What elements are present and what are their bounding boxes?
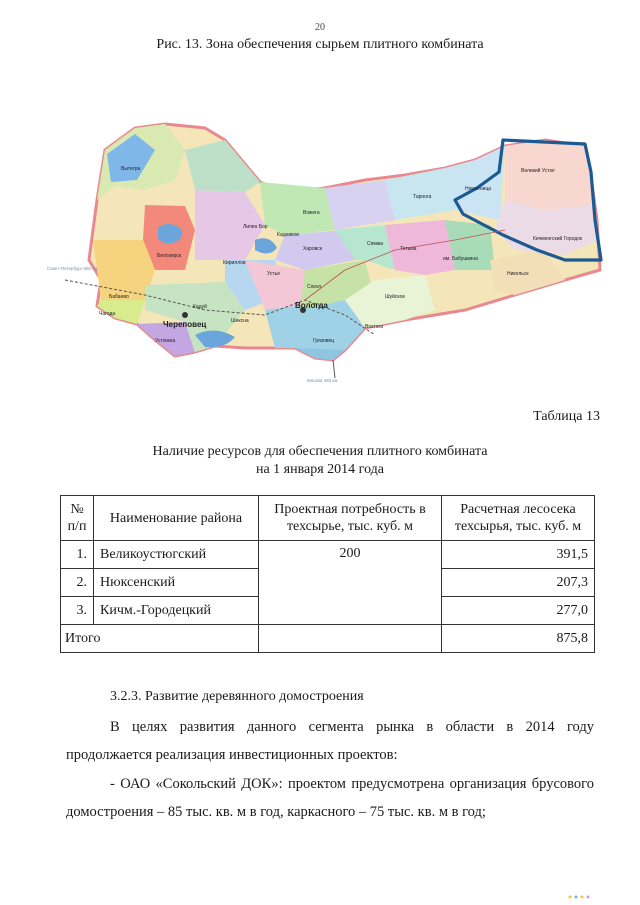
district-label: Липин Бор xyxy=(243,224,268,230)
region-map xyxy=(45,110,615,390)
cherepovets-marker xyxy=(182,312,188,318)
district-label: Тотьма xyxy=(400,246,417,252)
district-label: Кириллов xyxy=(223,260,246,266)
header-need: Проектная потребность в техсырье, тыс. куб. м xyxy=(259,496,442,541)
table-header-row xyxy=(61,496,595,541)
road-south xyxy=(333,360,335,378)
city-label-cherepovets: Череповец xyxy=(163,320,207,329)
district-label: Устюжна xyxy=(155,338,176,344)
district-vozhega xyxy=(260,182,335,235)
row-num: 1. xyxy=(61,541,94,569)
district-label: Кадников xyxy=(277,232,299,238)
outside-label-spb: Санкт-Петербург 650 км xyxy=(47,266,98,271)
district-label: Шексна xyxy=(231,318,249,324)
total-label: Итого xyxy=(61,625,259,653)
corner-decoration xyxy=(566,893,606,901)
district-label: Белозерск xyxy=(157,253,182,259)
district-label: Нюксеница xyxy=(465,186,492,192)
district-label: Бабаево xyxy=(109,294,129,300)
page-number: 20 xyxy=(315,22,325,33)
row-name: Великоустюгский xyxy=(94,541,259,569)
row-name: Кичм.-Городецкий xyxy=(94,597,259,625)
district-label: Сямжа xyxy=(367,241,383,247)
paragraph: В целях развития данного сегмента рынка в области в 2014 году продолжается реализация инвестиционных проектов: xyxy=(66,719,594,763)
row-need: 200 xyxy=(259,541,442,625)
row-num: 3. xyxy=(61,597,94,625)
row-num: 2. xyxy=(61,569,94,597)
district-label: Вохтога xyxy=(365,324,384,330)
row-cut: 207,3 xyxy=(442,569,595,597)
district-label: Вожега xyxy=(303,210,320,216)
district-label: Грязовец xyxy=(313,338,335,344)
table-row xyxy=(61,541,595,569)
district-vel-ustyug xyxy=(505,140,593,210)
header-num: № п/п xyxy=(61,496,94,541)
district-label: Кадуй xyxy=(193,304,207,310)
district-totma xyxy=(385,220,455,275)
total-value: 875,8 xyxy=(442,625,595,653)
district-label: Сокол xyxy=(307,284,322,290)
district-label: Вытегра xyxy=(121,166,141,172)
district-label: Шуйское xyxy=(385,294,406,300)
district-label: Тарнога xyxy=(413,194,432,200)
row-cut: 391,5 xyxy=(442,541,595,569)
table-total-row xyxy=(61,625,595,653)
district-label: им. Бабушкина xyxy=(443,256,478,262)
district-vashkinsky xyxy=(185,140,260,192)
city-label-vologda: Вологда xyxy=(295,301,328,310)
table-title-line1: Наличие ресурсов для обеспечения плитного комбината xyxy=(152,444,488,459)
table-label: Таблица 13 xyxy=(533,409,600,424)
section-heading: 3.2.3. Развитие деревянного домостроения xyxy=(110,689,364,704)
figure-caption: Рис. 13. Зона обеспечения сырьем плитного комбината xyxy=(156,37,484,52)
paragraph: - ОАО «Сокольский ДОК»: проектом предусмотрена организация брусового домостроения – 85 тыс. кв. м в год, каркасного – 75 тыс. кв. м в год; xyxy=(66,776,594,820)
district-label: Чагода xyxy=(99,311,116,317)
outside-label-moscow: Москва 450 км xyxy=(307,378,338,383)
row-name: Нюксенский xyxy=(94,569,259,597)
resources-table xyxy=(60,495,595,653)
row-cut: 277,0 xyxy=(442,597,595,625)
district-label: Устье xyxy=(267,271,281,277)
district-label: Великий Устюг xyxy=(521,168,556,174)
header-name: Наименование района xyxy=(94,496,259,541)
header-cut: Расчетная лесосека техсырья, тыс. куб. м xyxy=(442,496,595,541)
table-title-line2: на 1 января 2014 года xyxy=(255,462,385,477)
district-label: Никольск xyxy=(507,271,529,277)
table-title xyxy=(0,443,640,479)
total-need xyxy=(259,625,442,653)
district-label: Кичменгский Городок xyxy=(533,236,583,242)
district-label: Харовск xyxy=(303,246,322,252)
